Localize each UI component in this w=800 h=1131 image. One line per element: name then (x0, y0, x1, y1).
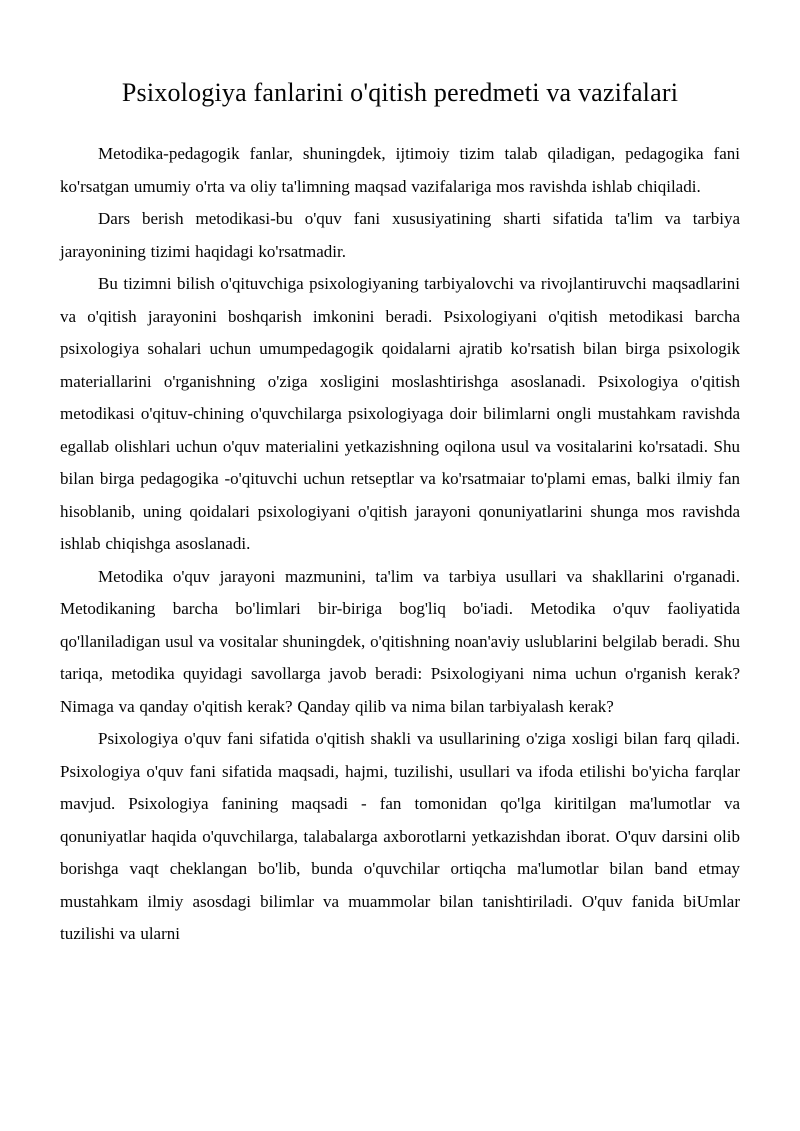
paragraph-1: Metodika-pedagogik fanlar, shuningdek, ijtimoiy tizim talab qiladigan, pedagogika fani ko'rsatgan umumiy o'rta va oliy ta'limning maqsad vazifalariga mos ravishda ishlab chiqiladi. (60, 144, 740, 196)
paragraph-5: Psixologiya o'quv fani sifatida o'qitish shakli va usullarining o'ziga xosligi bilan farq qiladi. Psixologiya o'quv fani sifatida maqsadi, hajmi, tuzilishi, usullari va ifoda etilishi bo'yicha farqlar mavjud. Psixologiya fanining maqsadi - fan tomonidan qo'lga kiritilgan ma'lumotlar va qonuniyatlar haqida o'quvchilarga, talabalarga axborotlarni yetkazishdan iborat. O'quv darsini olib borishga vaqt cheklangan bo'lib, bunda o'quvchilar ortiqcha ma'lumotlar bilan band etmay mustahkam ilmiy asosdagi bilimlar va muammolar bilan tanishtiriladi. O'quv fanida biUmlar tuzilishi va ularni (60, 729, 740, 943)
paragraph-3: Bu tizimni bilish o'qituvchiga psixologiyaning tarbiyalovchi va rivojlantiruvchi maqsadlarini va o'qitish jarayonini boshqarish imkonini beradi. Psixologiyani o'qitish metodikasi barcha psixologiya sohalari uchun umumpedagogik qoidalarni ajratib ko'rsatish bilan birga psixologik materiallarini o'rganishning o'ziga xosligini moslashtirishga asoslanadi. Psixologiya o'qitish metodikasi o'qituv-chining o'quvchilarga psixologiyaga doir bilimlarni ongli mustahkam ravishda egallab olishlari uchun o'quv materialini yetkazishning oqilona usul va vositalarini ko'rsatadi. Shu bilan birga pedagogika -o'qituvchi uchun retseptlar va ko'rsatmaiar to'plami emas, balki ilmiy fan hisoblanib, uning qoidalari psixologiyani o'qitish jarayoni qonuniyatlarini shunga mos ravishda ishlab chiqishga asoslanadi. (60, 274, 740, 553)
paragraph-2: Dars berish metodikasi-bu o'quv fani xususiyatining sharti sifatida ta'lim va tarbiya jarayonining tizimi haqidagi ko'rsatmadir. (60, 209, 740, 261)
document-title: Psixologiya fanlarini o'qitish peredmeti va vazifalari (121, 78, 679, 107)
paragraph-4: Metodika o'quv jarayoni mazmunini, ta'lim va tarbiya usullari va shakllarini o'rganadi. Metodikaning barcha bo'limlari bir-biriga bog'liq bo'iadi. Metodika o'quv faoliyatida qo'llaniladigan usul va vositalar shuningdek, o'qitishning noan'aviy uslublarini belgilab beradi. Shu tariqa, metodika quyidagi savollarga javob beradi: Psixologiyani nima uchun o'rganish kerak? Nimaga va qanday o'qitish kerak? Qanday qilib va nima bilan tarbiyalash kerak? (60, 566, 740, 716)
